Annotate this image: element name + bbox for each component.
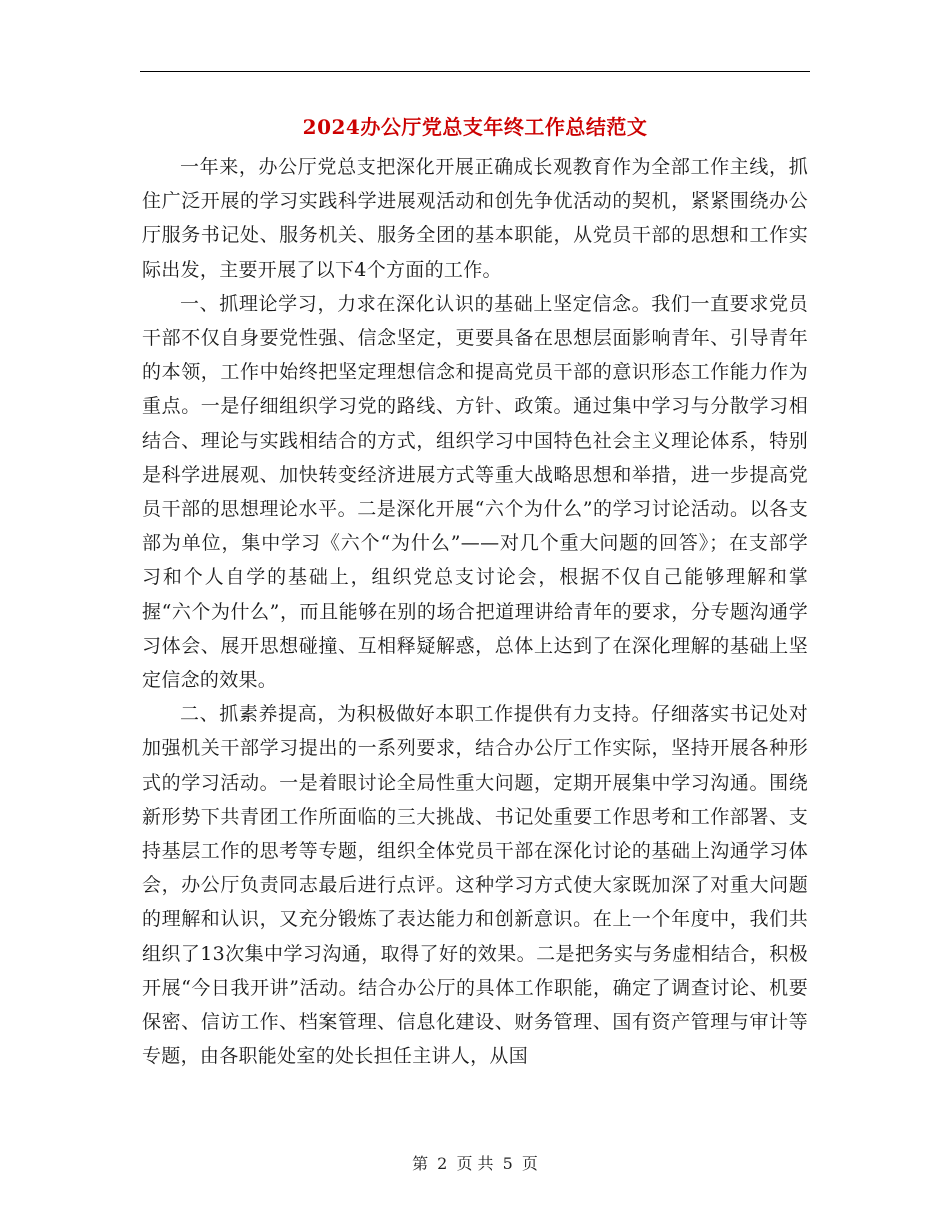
footer-prefix: 第 bbox=[412, 1154, 429, 1173]
header-rule bbox=[140, 71, 810, 72]
footer-suffix: 页 bbox=[521, 1154, 538, 1173]
page-footer bbox=[0, 1152, 950, 1176]
paragraph-theory-study: 一、抓理论学习，力求在深化认识的基础上坚定信念。我们一直要求党员干部不仅自身要党性强、信念坚定，更要具备在思想层面影响青年、引导青年的本领，工作中始终把坚定理想信念和提高党员干部的意识形态工作能力作为重点。一是仔细组织学习党的路线、方针、政策。通过集中学习与分散学习相结合、理论与实践相结合的方式，组织学习中国特色社会主义理论体系，特别是科学进展观、加快转变经济进展方式等重大战略思想和举措，进一步提高党员干部的思想理论水平。二是深化开展“六个为什么”的学习讨论活动。以各支部为单位，集中学习《六个“为什么”——对几个重大问题的回答》；在支部学习和个人自学的基础上，组织党总支讨论会，根据不仅自己能够理解和掌握“六个为什么”，而且能够在别的场合把道理讲给青年的要求，分专题沟通学习体会、展开思想碰撞、互相释疑解惑，总体上达到了在深化理解的基础上坚定信念的效果。 bbox=[142, 292, 808, 692]
footer-total-pages: 5 bbox=[502, 1154, 513, 1173]
footer-middle: 页 共 bbox=[456, 1154, 494, 1173]
document-body bbox=[142, 150, 808, 1073]
document-title: 2024办公厅党总支年终工作总结范文 bbox=[302, 115, 648, 139]
footer-page-number: 2 bbox=[437, 1154, 448, 1173]
paragraph-intro: 一年来，办公厅党总支把深化开展正确成长观教育作为全部工作主线，抓住广泛开展的学习实践科学进展观活动和创先争优活动的契机，紧紧围绕办公厅服务书记处、服务机关、服务全团的基本职能，从党员干部的思想和工作实际出发，主要开展了以下4个方面的工作。 bbox=[142, 156, 808, 281]
paragraph-quality-improvement: 二、抓素养提高，为积极做好本职工作提供有力支持。仔细落实书记处对加强机关干部学习提出的一系列要求，结合办公厅工作实际，坚持开展各种形式的学习活动。一是着眼讨论全局性重大问题，定期开展集中学习沟通。围绕新形势下共青团工作所面临的三大挑战、书记处重要工作思考和工作部署、支持基层工作的思考等专题，组织全体党员干部在深化讨论的基础上沟通学习体会，办公厅负责同志最后进行点评。这种学习方式使大家既加深了对重大问题的理解和认识，又充分锻炼了表达能力和创新意识。在上一个年度中，我们共组织了13次集中学习沟通，取得了好的效果。二是把务实与务虚相结合，积极开展“今日我开讲”活动。结合办公厅的具体工作职能，确定了调查讨论、机要保密、信访工作、档案管理、信息化建设、财务管理、国有资产管理与审计等专题，由各职能处室的处长担任主讲人，从国 bbox=[142, 703, 808, 1068]
